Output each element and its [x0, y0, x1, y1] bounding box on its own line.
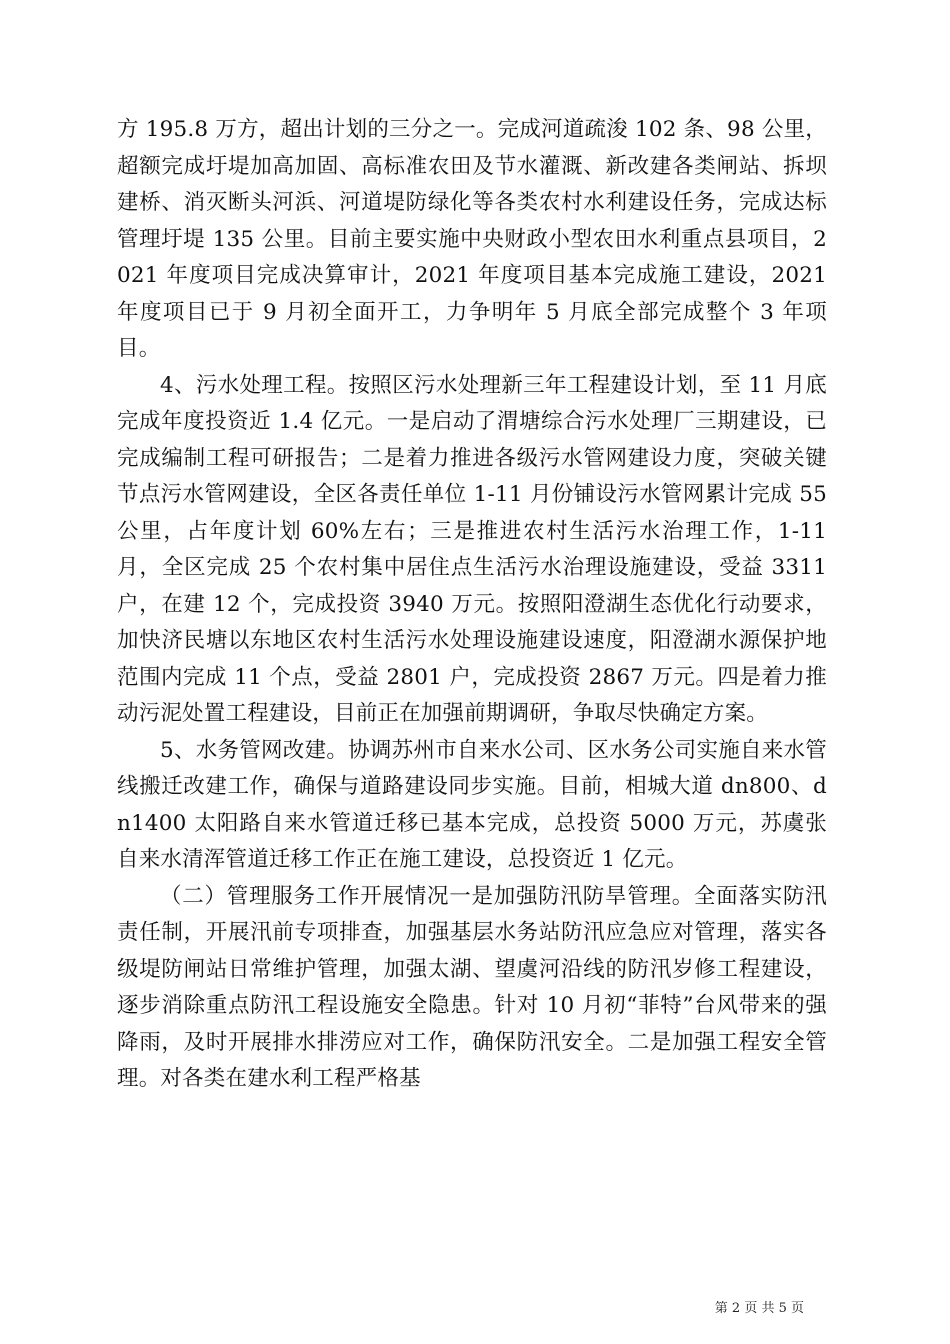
paragraph-continuation: 方 195.8 万方，超出计划的三分之一。完成河道疏浚 102 条、98 公里，超额完成圩堤加高加固、高标准农田及节水灌溉、新改建各类闸站、拆坝建桥、消灭断头河浜、河道堤防绿化等各类农村水利建设任务，完成达标管理圩堤 135 公里。目前主要实施中央财政小型农田水利重点县项目，2021 年度项目完成决算审计，2021 年度项目基本完成施工建设，2021 年度项目已于 9 月初全面开工，力争明年 5 月底全部完成整个 3 年项目。 [117, 117, 827, 361]
document-body [117, 112, 827, 1098]
page-number-footer: 第 2 页 共 5 页 [714, 1301, 804, 1316]
paragraph-sewage-treatment: 4、污水处理工程。按照区污水处理新三年工程建设计划，至 11 月底完成年度投资近 1.4 亿元。一是启动了渭塘综合污水处理厂三期建设，已完成编制工程可研报告；二是着力推进各级污水管网建设力度，突破关键节点污水管网建设，全区各责任单位 1-11 月份铺设污水管网累计完成 55 公里，占年度计划 60%左右；三是推进农村生活污水治理工作，1-11 月，全区完成 25 个农村集中居住点生活污水治理设施建设，受益 3311 户，在建 12 个，完成投资 3940 万元。按照阳澄湖生态优化行动要求，加快济民塘以东地区农村生活污水处理设施建设速度，阳澄湖水源保护地范围内完成 11 个点，受益 2801 户，完成投资 2867 万元。四是着力推动污泥处置工程建设，目前正在加强前期调研，争取尽快确定方案。 [117, 372, 827, 726]
paragraph-water-pipe-network: 5、水务管网改建。协调苏州市自来水公司、区水务公司实施自来水管线搬迁改建工作，确保与道路建设同步实施。目前，相城大道 dn800、dn1400 太阳路自来水管道迁移已基本完成，总投资 5000 万元，苏虞张自来水清浑管道迁移工作正在施工建设，总投资近 1 亿元。 [117, 737, 827, 872]
paragraph-management-services: （二）管理服务工作开展情况一是加强防汛防旱管理。全面落实防汛责任制，开展汛前专项排查，加强基层水务站防汛应急应对管理，落实各级堤防闸站日常维护管理，加强太湖、望虞河沿线的防汛岁修工程建设，逐步消除重点防汛工程设施安全隐患。针对 10 月初“菲特”台风带来的强降雨，及时开展排水排涝应对工作，确保防汛安全。二是加强工程安全管理。对各类在建水利工程严格基 [117, 883, 827, 1091]
